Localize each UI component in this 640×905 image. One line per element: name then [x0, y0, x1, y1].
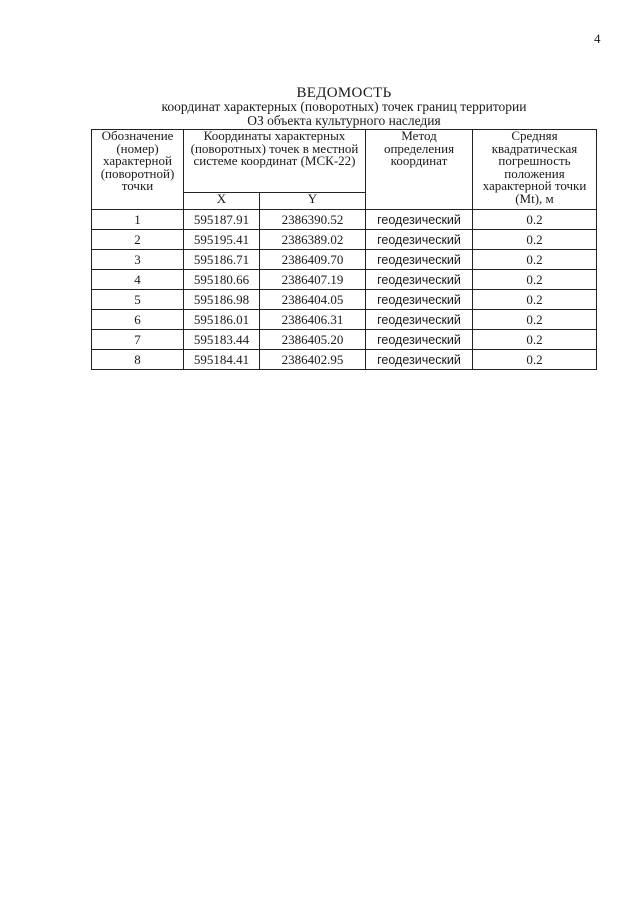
cell-x: 595180.66 — [184, 270, 260, 290]
cell-method: геодезический — [366, 250, 473, 270]
cell-method: геодезический — [366, 290, 473, 310]
table-row — [92, 230, 597, 250]
header-x: X — [184, 193, 260, 210]
cell-method: геодезический — [366, 350, 473, 370]
table-row — [92, 290, 597, 310]
cell-point-number: 4 — [92, 270, 184, 290]
coordinates-table — [91, 129, 597, 370]
cell-error: 0.2 — [473, 210, 597, 230]
cell-y: 2386390.52 — [260, 210, 366, 230]
table-row — [92, 250, 597, 270]
title-subtitle-line-1: координат характерных (поворотных) точек границ территории — [161, 99, 527, 114]
table-row — [92, 310, 597, 330]
cell-point-number: 8 — [92, 350, 184, 370]
cell-error: 0.2 — [473, 310, 597, 330]
cell-point-number: 7 — [92, 330, 184, 350]
cell-error: 0.2 — [473, 270, 597, 290]
table-row — [92, 270, 597, 290]
cell-x: 595195.41 — [184, 230, 260, 250]
table-row — [92, 210, 597, 230]
header-error: Средняя квадратическая погрешность положения характерной точки (Mt), м — [473, 130, 597, 210]
cell-y: 2386402.95 — [260, 350, 366, 370]
table-row — [92, 350, 597, 370]
cell-error: 0.2 — [473, 230, 597, 250]
table-row — [92, 330, 597, 350]
cell-method: геодезический — [366, 230, 473, 250]
cell-error: 0.2 — [473, 330, 597, 350]
page-number: 4 — [594, 31, 601, 46]
cell-x: 595186.01 — [184, 310, 260, 330]
cell-y: 2386404.05 — [260, 290, 366, 310]
cell-point-number: 6 — [92, 310, 184, 330]
cell-y: 2386407.19 — [260, 270, 366, 290]
document-title — [92, 86, 596, 128]
cell-point-number: 3 — [92, 250, 184, 270]
cell-error: 0.2 — [473, 350, 597, 370]
cell-method: геодезический — [366, 310, 473, 330]
cell-point-number: 1 — [92, 210, 184, 230]
cell-x: 595187.91 — [184, 210, 260, 230]
cell-error: 0.2 — [473, 290, 597, 310]
header-point: Обозначение (номер) характерной (поворотной) точки — [92, 130, 184, 210]
cell-x: 595183.44 — [184, 330, 260, 350]
cell-method: геодезический — [366, 330, 473, 350]
cell-error: 0.2 — [473, 250, 597, 270]
cell-x: 595186.71 — [184, 250, 260, 270]
cell-x: 595184.41 — [184, 350, 260, 370]
cell-y: 2386405.20 — [260, 330, 366, 350]
header-method: Метод определения координат — [366, 130, 473, 210]
cell-y: 2386406.31 — [260, 310, 366, 330]
cell-y: 2386389.02 — [260, 230, 366, 250]
cell-point-number: 2 — [92, 230, 184, 250]
header-coordinates: Координаты характерных (поворотных) точек в местной системе координат (МСК-22) — [184, 130, 366, 193]
cell-x: 595186.98 — [184, 290, 260, 310]
title-main: ВЕДОМОСТЬ — [296, 85, 392, 101]
title-subtitle-line-2: ОЗ объекта культурного наследия — [247, 113, 441, 128]
header-y: Y — [260, 193, 366, 210]
cell-method: геодезический — [366, 270, 473, 290]
cell-point-number: 5 — [92, 290, 184, 310]
cell-method: геодезический — [366, 210, 473, 230]
cell-y: 2386409.70 — [260, 250, 366, 270]
